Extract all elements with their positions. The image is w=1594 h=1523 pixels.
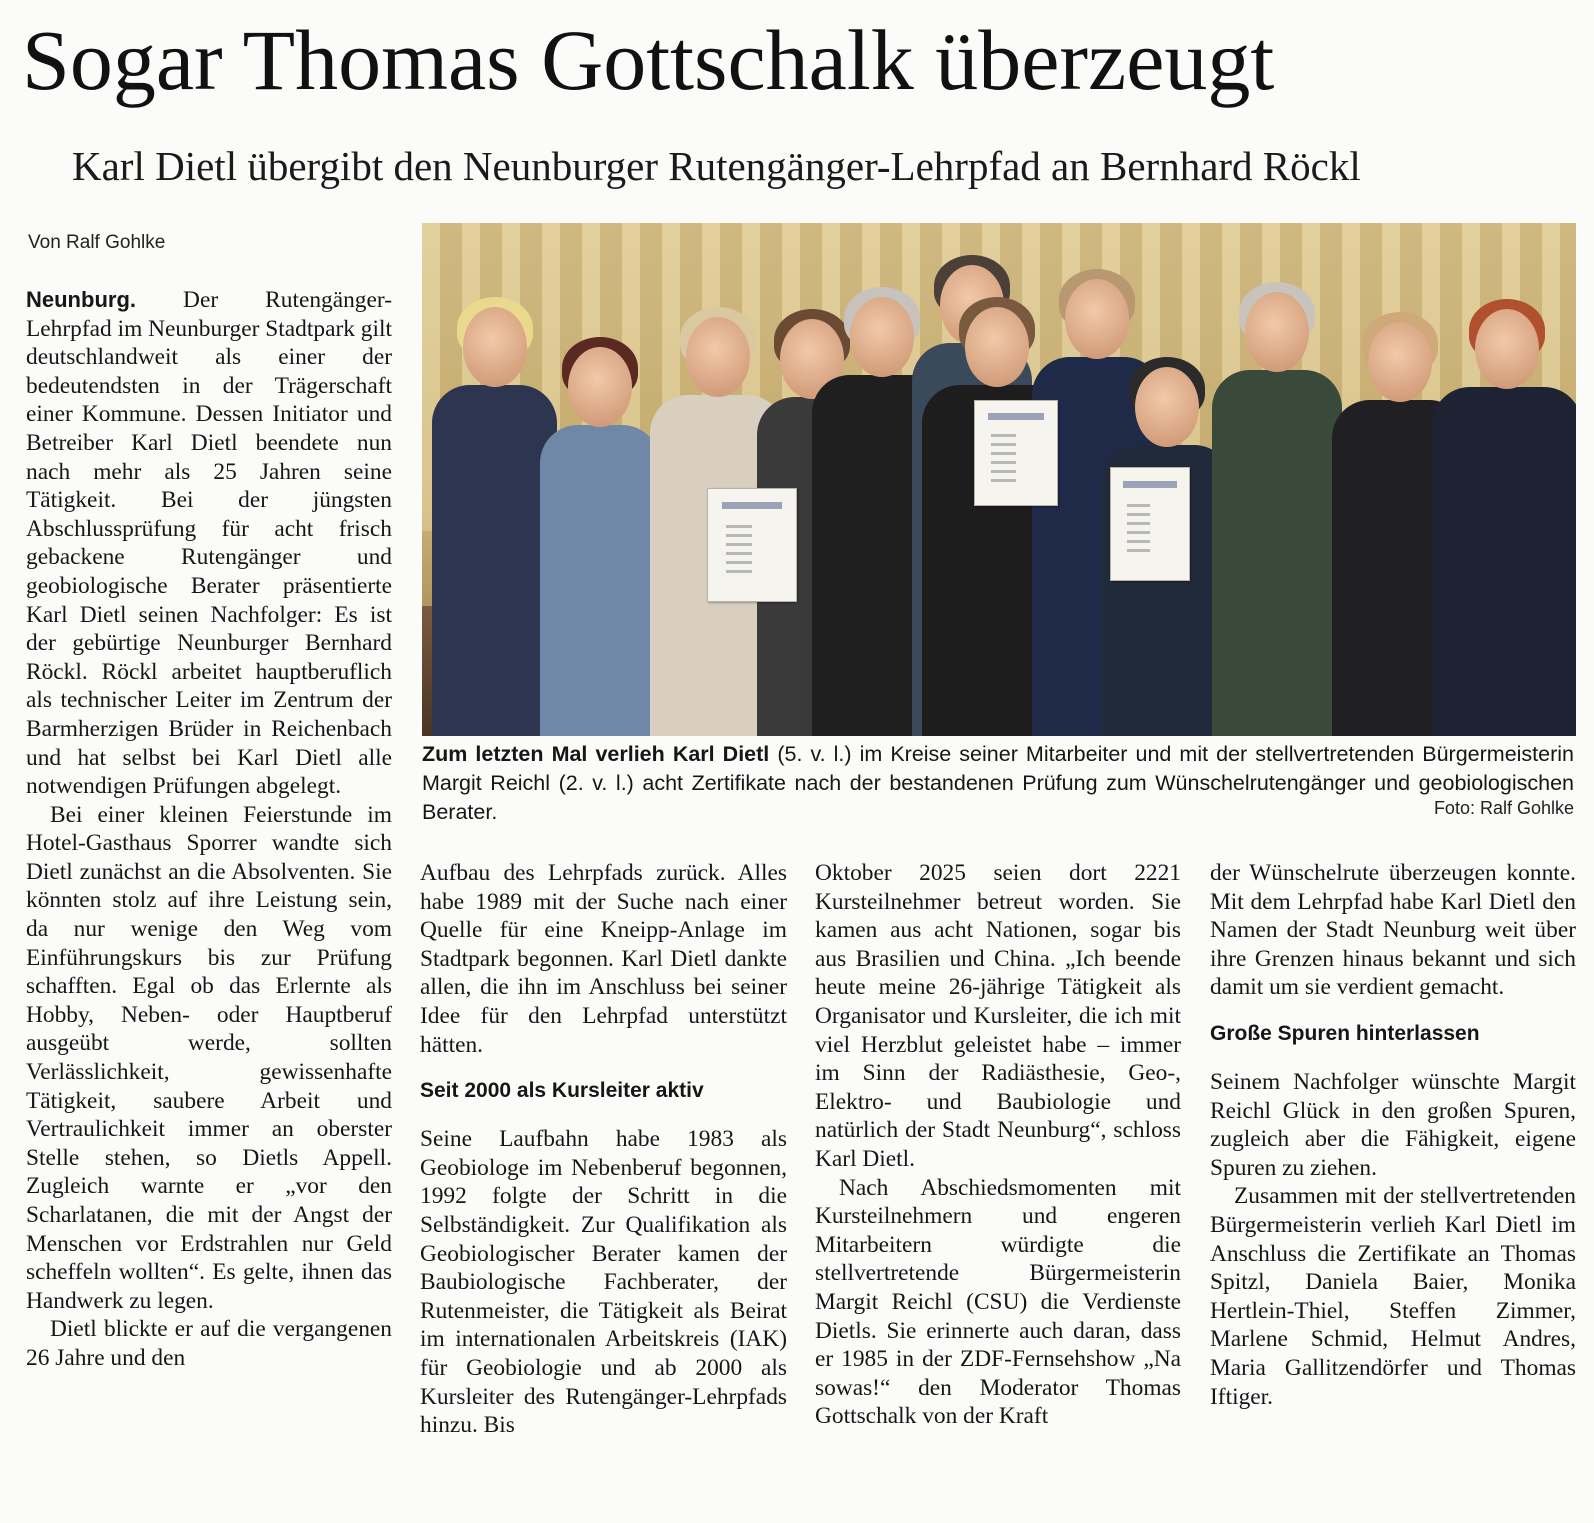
photo-person (540, 343, 660, 736)
article-column-2 (420, 859, 787, 1440)
photo-person (1212, 288, 1342, 736)
paragraph: Seine Laufbahn habe 1983 als Geobiologe im Nebenberuf begonnen, 1992 folgte der Schritt in die Selbständigkeit. Zur Qualifikation als Geobiologischer Berater kamen der Baubiologische Fachberater, der Rutenmeister, die Tätigkeit als Beirat im internationalen Arbeitskreis (IAK) für Geobiologie und ab 2000 als Kursleiter des Rutengänger-Lehrpfads hinzu. Bis (420, 1126, 787, 1439)
subheading: Seit 2000 als Kursleiter aktiv (420, 1079, 704, 1103)
person-body (1432, 387, 1576, 736)
photo-person (1432, 305, 1576, 736)
caption-text: (5. v. l.) im Kreise seiner Mitarbeiter und mit der stellvertretenden Bürgermeisterin Margit Reichl (2. v. l.) acht Zertifikate nach der bestandenen Prüfung zum Wünschelrutengänger und geobiologischen Berater. (422, 742, 1574, 824)
person-body (1212, 370, 1342, 736)
paragraph: Dietl blickte er auf die vergangenen 26 Jahre und den (26, 1316, 392, 1371)
certificate (974, 400, 1058, 506)
person-head (1475, 309, 1539, 389)
person-head (850, 297, 914, 377)
person-head (568, 347, 632, 427)
person-body (432, 385, 557, 736)
article-column-3 (815, 859, 1181, 1431)
paragraph: der Wünschelrute überzeugen konnte. Mit dem Lehrpfad habe Karl Dietl den Namen der Stadt Neunburg weit über ihre Grenzen hinaus bekannt und sich damit um sie verdient gemacht. (1210, 860, 1576, 1001)
person-head (1368, 322, 1432, 402)
dateline: Neunburg. (26, 287, 136, 312)
photo-credit: Foto: Ralf Gohlke (1433, 798, 1574, 818)
paragraph: Seinem Nachfolger wünschte Margit Reichl Glück in den großen Spuren, zugleich aber die Fähigkeit, eigene Spuren zu ziehen. (1210, 1068, 1576, 1181)
paragraph-text: Der Rutengänger-Lehrpfad im Neunburger Stadtpark gilt deutschlandweit als einer der bedeutendsten in der Trägerschaft einer Kommune. Dessen Initiator und Betreiber Karl Dietl beendete nun nach mehr als 25 Jahren seine Tätigkeit. Bei der jüngsten Abschlussprüfung für acht frisch gebackene Rutengänger und geobiologische Berater präsentierte Karl Dietl seinen Nachfolger: Es ist der gebürtige Neunburger Bernhard Röckl. Röckl arbeitet hauptberuflich als technischer Leiter im Zentrum der Barmherzigen Brüder in Reichenbach und hat selbst bei Karl Dietl alle notwendigen Prüfungen abgelegt. (26, 287, 392, 800)
group-photo (422, 223, 1576, 736)
caption-lead: Zum letzten Mal verlieh Karl Dietl (422, 742, 770, 766)
paragraph: Bei einer kleinen Feierstunde im Hotel-Gasthaus Sporrer wandte sich Dietl zunächst an die Absolventen. Sie könnten stolz auf ihre Leistung sein, da nur wenige den Weg vom Einführungskurs bis zur Prüfung schafften. Egal ob das Erlernte als Hobby, Neben- oder Hauptberuf ausgeübt werde, sollten Verlässlichkeit, gewissenhafte Tätigkeit, saubere Arbeit und Vertraulichkeit immer an oberster Stelle stehen, so Dietls Appell. Zugleich warnte er „vor den Scharlatanen, die mit der Angst der Menschen vor Erdstrahlen nur Geld scheffeln wollten“. Es gelte, ihnen das Handwerk zu legen. (26, 801, 392, 1314)
person-head (463, 307, 527, 387)
person-head (1245, 292, 1309, 372)
person-head (686, 317, 750, 397)
certificate (1110, 467, 1190, 581)
headline: Sogar Thomas Gottschalk überzeugt (22, 12, 1275, 108)
paragraph: Zusammen mit der stellvertretenden Bürgermeisterin verlieh Karl Dietl im Anschluss die Zertifikate an Thomas Spitzl, Daniela Baier, Monika Hertlein-Thiel, Steffen Zimmer, Marlene Schmid, Helmut Andres, Maria Gallitzendörfer und Thomas Iftiger. (1210, 1183, 1576, 1410)
photo-person (432, 303, 557, 736)
person-head (1065, 279, 1129, 359)
photo-caption (422, 740, 1574, 827)
person-head (965, 307, 1029, 387)
person-body (540, 425, 660, 736)
article-column-1 (26, 286, 392, 1373)
paragraph: Oktober 2025 seien dort 2221 Kursteilnehmer betreut worden. Sie kamen aus acht Nationen, sogar bis aus Brasilien und China. „Ich beende heute meine 26-jährige Tätigkeit als Organisator und Kursleiter, die ich mit viel Herzblut geleistet habe – immer im Sinn der Radiästhesie, Geo-, Elektro- und Baubiologie und natürlich der Stadt Neunburg“, schloss Karl Dietl. (815, 860, 1181, 1172)
paragraph: Aufbau des Lehrpfads zurück. Alles habe 1989 mit der Suche nach einer Quelle für eine Kneipp-Anlage im Stadtpark begonnen. Karl Dietl dankte allen, die ihn im Anschluss bei seiner Idee für den Lehrpfad unterstützt hätten. (420, 860, 787, 1058)
subheadline: Karl Dietl übergibt den Neunburger Rutengänger-Lehrpfad an Bernhard Röckl (72, 143, 1361, 189)
byline: Von Ralf Gohlke (28, 232, 166, 253)
paragraph (26, 286, 392, 801)
certificate (707, 488, 797, 602)
article-column-4 (1210, 859, 1576, 1411)
subheading: Große Spuren hinterlassen (1210, 1021, 1480, 1045)
person-head (1135, 367, 1199, 447)
paragraph: Nach Abschiedsmomenten mit Kursteilnehmern und engeren Mitarbeitern würdigte die stellvertretende Bürgermeisterin Margit Reichl (CSU) die Verdienste Dietls. Sie erinnerte auch daran, dass er 1985 in der ZDF-Fernsehshow „Na sowas!“ den Moderator Thomas Gottschalk von der Kraft (815, 1174, 1181, 1430)
